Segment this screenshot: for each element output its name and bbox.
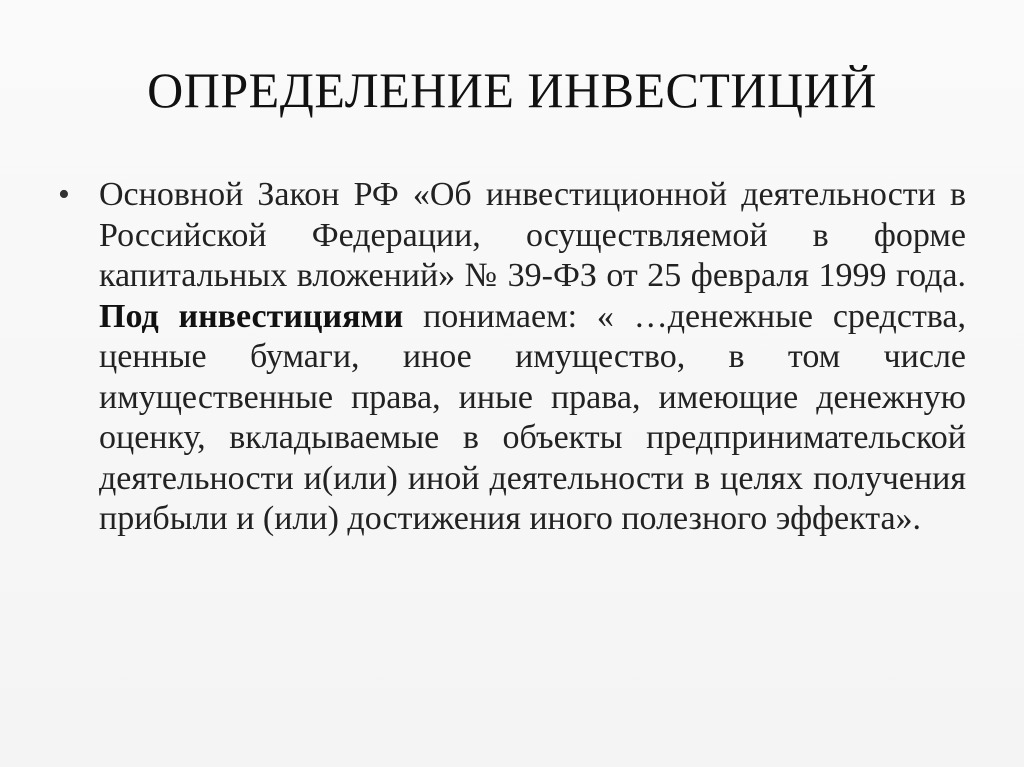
emphasis-term: Под инвестициями [99, 297, 404, 335]
definition-text: понимаем: « …денежные средства, ценные бумаги, иное имущество, в том числе имущественные права, иные права, имеющие денежную оценку, вкладываемые в объекты предпринимательской деятельности и(или) иной деятельности в целях получения прибыли и (или) достижения иного полезного эффекта». [99, 297, 966, 537]
slide-title: ОПРЕДЕЛЕНИЕ ИНВЕСТИЦИЙ [147, 62, 877, 118]
law-reference-text: Основной Закон РФ «Об инвестиционной деятельности в Российской Федерации, осуществляемой в форме капитальных вложений» № 39-ФЗ от 25 февраля 1999 года. [99, 176, 966, 294]
bullet-item [58, 175, 970, 540]
bullet-paragraph [99, 175, 966, 540]
bullet-icon: • [58, 176, 70, 213]
